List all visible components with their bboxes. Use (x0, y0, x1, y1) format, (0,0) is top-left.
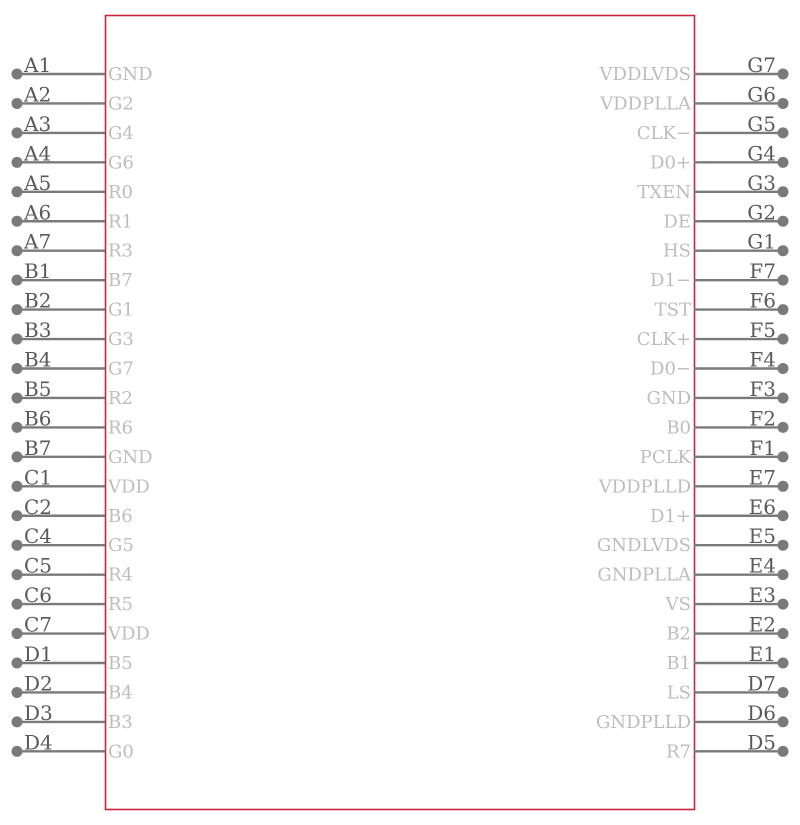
pin-name: G4 (108, 122, 134, 144)
pin-number: A3 (24, 111, 52, 136)
pin-number: A4 (24, 141, 52, 166)
pin-d7 (667, 671, 789, 703)
pin-name: B3 (108, 711, 133, 733)
pin-terminal-dot (778, 746, 789, 757)
pin-g5 (637, 112, 789, 144)
pin-g4 (650, 141, 788, 173)
pin-name: G6 (108, 152, 134, 174)
pin-number: E6 (748, 494, 776, 519)
pin-terminal-dot (778, 363, 789, 374)
pin-number: B7 (24, 435, 52, 460)
pin-c5 (12, 554, 134, 586)
pin-name: R6 (108, 417, 134, 439)
pin-b4 (12, 348, 134, 380)
pin-g1 (663, 230, 789, 262)
pin-name: D0+ (650, 152, 691, 174)
pin-number: G3 (747, 170, 776, 195)
pin-number: F5 (749, 318, 776, 343)
pin-number: A7 (24, 229, 52, 254)
pin-number: E2 (748, 612, 776, 637)
pin-name: R7 (665, 741, 691, 763)
pin-name: G1 (108, 299, 134, 321)
pin-f1 (640, 436, 789, 468)
pin-c2 (12, 495, 133, 527)
pin-terminal-dot (12, 127, 23, 138)
pin-name: VS (665, 594, 691, 616)
pin-a4 (12, 141, 134, 173)
pin-terminal-dot (12, 334, 23, 345)
pin-name: CLK− (636, 122, 691, 144)
pin-terminal-dot (778, 510, 789, 521)
pin-a2 (12, 82, 134, 114)
pin-name: HS (662, 240, 691, 262)
pin-c7 (12, 613, 150, 645)
pin-a3 (12, 112, 134, 144)
pin-name: G7 (108, 358, 134, 380)
pin-number: C4 (24, 524, 53, 549)
pin-name: VDD (108, 476, 150, 498)
pin-number: B1 (24, 259, 52, 284)
pin-terminal-dot (778, 716, 789, 727)
pin-f5 (637, 318, 789, 350)
pin-terminal-dot (778, 628, 789, 639)
pin-terminal-dot (778, 245, 789, 256)
pin-name: CLK+ (636, 329, 691, 351)
pin-d6 (596, 701, 789, 733)
pin-terminal-dot (778, 658, 789, 669)
pin-g2 (663, 200, 788, 232)
pin-c1 (12, 465, 150, 497)
pin-number: C1 (24, 465, 53, 490)
pin-name: D1− (650, 270, 691, 292)
pin-b2 (12, 289, 134, 321)
pin-number: F3 (749, 376, 776, 401)
pin-terminal-dot (778, 392, 789, 403)
pin-name: VDDPLLD (598, 476, 691, 498)
pin-g7 (599, 53, 789, 85)
pin-terminal-dot (778, 481, 789, 492)
pin-name: R0 (108, 181, 134, 203)
pin-number: E5 (748, 524, 776, 549)
right-pin-column (596, 53, 789, 762)
pin-terminal-dot (778, 186, 789, 197)
pin-terminal-dot (778, 275, 789, 286)
pin-number: G1 (747, 229, 776, 254)
pin-name: LS (666, 682, 691, 704)
pin-terminal-dot (12, 422, 23, 433)
pin-terminal-dot (12, 275, 23, 286)
pin-e6 (650, 495, 788, 527)
pin-name: GNDPLLA (597, 564, 691, 586)
pin-e4 (597, 554, 788, 586)
pin-f7 (650, 259, 788, 291)
pin-name: R2 (108, 387, 134, 409)
pin-number: A5 (24, 170, 52, 195)
pin-terminal-dot (12, 658, 23, 669)
pin-number: D6 (747, 700, 776, 725)
pin-terminal-dot (778, 422, 789, 433)
pin-terminal-dot (778, 687, 789, 698)
pin-terminal-dot (12, 451, 23, 462)
pin-b7 (12, 436, 153, 468)
pin-name: TST (654, 299, 691, 321)
pin-name: R4 (108, 564, 134, 586)
pin-number: B3 (24, 318, 52, 343)
pin-terminal-dot (12, 304, 23, 315)
pin-name: R5 (108, 594, 134, 616)
pin-b6 (12, 406, 134, 438)
pin-number: G6 (747, 82, 776, 107)
pin-e5 (597, 524, 789, 556)
pin-name: B5 (108, 653, 133, 674)
pin-f3 (646, 377, 788, 409)
pin-number: D1 (24, 642, 53, 666)
pin-number: B5 (24, 376, 52, 401)
pin-number: E3 (748, 583, 776, 608)
pin-terminal-dot (778, 540, 789, 551)
pin-d2 (12, 671, 133, 703)
pin-terminal-dot (778, 599, 789, 610)
pin-terminal-dot (778, 569, 789, 580)
pin-c4 (12, 524, 134, 556)
pin-number: G7 (747, 53, 776, 77)
pin-terminal-dot (778, 98, 789, 109)
pin-number: B6 (24, 406, 52, 431)
pin-terminal-dot (778, 216, 789, 227)
pin-terminal-dot (778, 304, 789, 315)
pin-name: R1 (108, 211, 134, 233)
pin-number: A6 (24, 200, 52, 225)
pin-terminal-dot (778, 451, 789, 462)
pin-c6 (12, 583, 134, 615)
pin-number: G5 (747, 111, 776, 136)
pin-terminal-dot (12, 540, 23, 551)
pin-number: F6 (749, 288, 776, 313)
pin-terminal-dot (12, 186, 23, 197)
pin-name: TXEN (637, 181, 691, 203)
pin-number: G2 (747, 200, 776, 225)
pin-g3 (637, 171, 788, 203)
pin-terminal-dot (12, 569, 23, 580)
pin-b3 (12, 318, 134, 350)
pin-number: C5 (24, 553, 53, 578)
pin-name: GND (108, 446, 153, 468)
pin-number: F7 (749, 259, 776, 284)
pin-number: E1 (748, 642, 776, 666)
pin-e1 (666, 642, 788, 674)
pin-terminal-dot (12, 481, 23, 492)
left-pin-column (12, 53, 153, 762)
pin-number: B4 (24, 347, 52, 372)
pin-e7 (598, 465, 789, 497)
pin-b5 (12, 377, 134, 409)
pin-f6 (655, 289, 789, 321)
pin-number: C7 (24, 612, 53, 637)
pin-number: F4 (749, 347, 776, 372)
pin-terminal-dot (12, 716, 23, 727)
pin-name: VDD (108, 623, 150, 645)
pin-d1 (12, 642, 133, 674)
pin-terminal-dot (12, 69, 23, 80)
pin-name: G5 (108, 535, 134, 557)
pin-name: B0 (666, 417, 691, 439)
pin-number: C2 (24, 494, 53, 519)
pin-number: D4 (24, 730, 53, 755)
pin-a6 (12, 200, 134, 232)
pin-number: A2 (24, 82, 52, 107)
pin-name: R3 (108, 240, 134, 262)
pin-number: E4 (748, 553, 776, 578)
pin-name: D0− (650, 358, 691, 380)
pin-e3 (665, 583, 789, 615)
pin-terminal-dot (12, 392, 23, 403)
pin-number: C6 (24, 583, 53, 608)
pin-name: G3 (108, 329, 134, 351)
pin-a7 (12, 230, 134, 262)
pin-e2 (666, 613, 788, 645)
pin-name: VDDPLLA (600, 93, 691, 115)
pin-number: A1 (24, 53, 52, 77)
pin-b1 (12, 259, 133, 291)
pin-number: G4 (747, 141, 776, 166)
pin-number: E7 (748, 465, 776, 490)
pin-f2 (666, 406, 788, 438)
pin-f4 (650, 348, 788, 380)
pin-number: D2 (24, 671, 53, 696)
pin-number: F2 (749, 406, 776, 431)
pin-terminal-dot (778, 69, 789, 80)
pin-name: B1 (666, 653, 691, 674)
pin-name: DE (663, 211, 691, 233)
pin-name: B6 (108, 505, 133, 527)
pin-terminal-dot (12, 510, 23, 521)
pin-terminal-dot (12, 157, 23, 168)
pin-name: B7 (108, 270, 133, 292)
pin-name: G0 (108, 741, 134, 763)
pin-number: D7 (747, 671, 776, 696)
pin-d5 (666, 730, 789, 762)
pin-terminal-dot (12, 216, 23, 227)
pin-name: GND (646, 387, 691, 409)
pin-d3 (12, 701, 133, 733)
pin-terminal-dot (12, 98, 23, 109)
pin-number: F1 (749, 435, 776, 460)
component-body-outline (106, 16, 695, 810)
pin-number: B2 (24, 288, 52, 313)
pin-name: PCLK (639, 446, 691, 468)
pin-name: GNDLVDS (596, 535, 691, 557)
pin-terminal-dot (12, 363, 23, 374)
pin-terminal-dot (778, 334, 789, 345)
pin-terminal-dot (778, 127, 789, 138)
pin-name: GNDPLLD (595, 711, 691, 733)
pin-terminal-dot (778, 157, 789, 168)
pin-terminal-dot (12, 628, 23, 639)
pin-name: GND (108, 64, 153, 85)
pin-name: D1+ (650, 505, 691, 527)
pin-d4 (12, 730, 134, 762)
pin-name: B4 (108, 682, 133, 704)
pin-name: G2 (108, 93, 134, 115)
pin-number: D5 (747, 730, 776, 755)
pin-a5 (12, 171, 134, 203)
pin-name: VDDLVDS (599, 64, 691, 85)
pin-a1 (12, 53, 153, 85)
pin-terminal-dot (12, 599, 23, 610)
pin-terminal-dot (12, 746, 23, 757)
pin-name: B2 (666, 623, 691, 645)
pin-number: D3 (24, 700, 53, 725)
pin-terminal-dot (12, 687, 23, 698)
pin-terminal-dot (12, 245, 23, 256)
